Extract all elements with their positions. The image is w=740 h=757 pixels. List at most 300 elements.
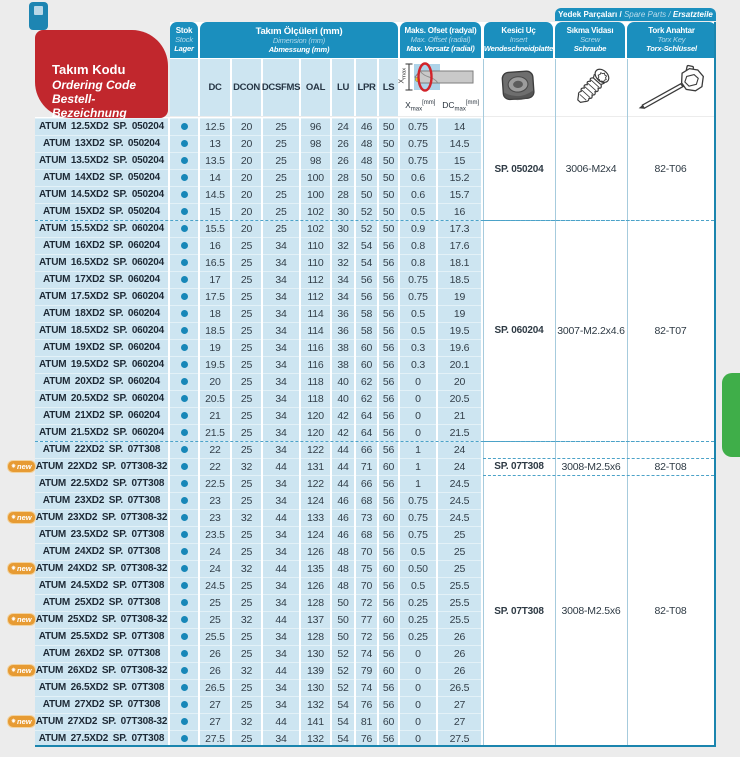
lpr-cell: 70: [356, 577, 377, 594]
dcmax-cell: 25.5: [438, 594, 481, 611]
ls-cell: 60: [379, 611, 398, 628]
oal-cell: 96: [301, 118, 330, 135]
lpr-cell: 70: [356, 543, 377, 560]
ls-cell: 56: [379, 679, 398, 696]
stock-indicator-cell: [170, 424, 198, 441]
stock-indicator-cell: [170, 220, 198, 237]
dcmax-cell: 19.6: [438, 339, 481, 356]
stock-dot-icon: [181, 531, 188, 538]
dcsfms-cell: 25: [263, 186, 299, 203]
dcon-cell: 20: [232, 152, 261, 169]
section-tab[interactable]: [722, 373, 740, 457]
dcmax-cell: 24: [438, 441, 481, 458]
lu-cell: 54: [332, 730, 354, 747]
ordering-code-cell: ATUM 23.5XD2 SP. 07T308: [35, 526, 168, 543]
dcmax-cell: 26: [438, 645, 481, 662]
lpr-cell: 75: [356, 560, 377, 577]
lpr-cell: 64: [356, 407, 377, 424]
xmax-cell: 0.75: [400, 152, 436, 169]
stock-dot-icon: [181, 259, 188, 266]
dcon-cell: 20: [232, 220, 261, 237]
oal-cell: 128: [301, 594, 330, 611]
ordering-code-header: [35, 30, 168, 118]
spare-parts-band: [483, 441, 714, 458]
ordering-code-cell: ATUM 24XD2 SP. 07T308: [35, 543, 168, 560]
screw-code: [555, 441, 627, 458]
oal-cell: 120: [301, 407, 330, 424]
dc-cell: 23: [200, 492, 230, 509]
dcsfms-cell: 44: [263, 662, 299, 679]
lu-cell: 46: [332, 526, 354, 543]
dcsfms-cell: 25: [263, 169, 299, 186]
dcon-cell: 20: [232, 135, 261, 152]
dcmax-cell: 19: [438, 305, 481, 322]
dc-cell: 20: [200, 373, 230, 390]
stock-indicator-cell: [170, 509, 198, 526]
stock-dot-icon: [181, 327, 188, 334]
ls-cell: 56: [379, 356, 398, 373]
lpr-cell: 48: [356, 152, 377, 169]
ordering-code-cell: ATUM 19.5XD2 SP. 060204: [35, 356, 168, 373]
clamping-screw-cell: [556, 59, 625, 116]
xmax-cell: 0.3: [400, 339, 436, 356]
torx-column-header: Tork Anahtar Torx Key Torx-Schlüssel: [627, 22, 716, 58]
dcon-cell: 25: [232, 271, 261, 288]
lu-cell: 50: [332, 628, 354, 645]
ordering-code-cell: ✷ new ATUM 23XD2 SP. 07T308-32: [35, 509, 168, 526]
ls-cell: 56: [379, 526, 398, 543]
dcsfms-cell: 34: [263, 594, 299, 611]
offset-column-header: Maks. Ofset (radyal) Max. Offset (radial) Max. Versatz (radial): [400, 22, 481, 58]
dcsfms-cell: 34: [263, 237, 299, 254]
dcmax-cell: 17.6: [438, 237, 481, 254]
dcsfms-cell: 34: [263, 577, 299, 594]
ls-cell: 60: [379, 662, 398, 679]
lpr-cell: 71: [356, 458, 377, 475]
oal-cell: 100: [301, 169, 330, 186]
lu-cell: 32: [332, 237, 354, 254]
xmax-cell: 0.75: [400, 135, 436, 152]
ordering-code-cell: ATUM 22.5XD2 SP. 07T308: [35, 475, 168, 492]
lpr-cell: 62: [356, 390, 377, 407]
ordering-code-cell: ATUM 16.5XD2 SP. 060204: [35, 254, 168, 271]
oal-cell: 132: [301, 696, 330, 713]
lpr-cell: 81: [356, 713, 377, 730]
ls-cell: 56: [379, 288, 398, 305]
dcmax-cell: 27.5: [438, 730, 481, 747]
ordering-code-cell: ATUM 18.5XD2 SP. 060204: [35, 322, 168, 339]
stock-dot-icon: [181, 599, 188, 606]
ordering-code-cell: ATUM 22XD2 SP. 07T308: [35, 441, 168, 458]
dcmax-cell: 26: [438, 662, 481, 679]
lu-cell: 32: [332, 254, 354, 271]
dc-cell: 13.5: [200, 152, 230, 169]
screw-code: 3008-M2.5x6: [561, 605, 621, 617]
stock-subheader-cell: [170, 59, 198, 116]
lpr-cell: 48: [356, 135, 377, 152]
ls-cell: 50: [379, 220, 398, 237]
lpr-cell: 60: [356, 356, 377, 373]
dcmax-cell: 15.7: [438, 186, 481, 203]
ordering-code-cell: ✷ new ATUM 25XD2 SP. 07T308-32: [35, 611, 168, 628]
dcmax-cell: 16: [438, 203, 481, 220]
dcsfms-cell: 34: [263, 288, 299, 305]
dcsfms-cell: 25: [263, 203, 299, 220]
dcmax-cell: 17.3: [438, 220, 481, 237]
dcmax-cell: 18.1: [438, 254, 481, 271]
dc-cell: 27: [200, 696, 230, 713]
dc-cell: 15.5: [200, 220, 230, 237]
new-badge: ✷ new: [7, 664, 36, 677]
stock-indicator-cell: [170, 526, 198, 543]
torx-key-code: [627, 441, 714, 458]
dc-cell: 22: [200, 458, 230, 475]
dcsfms-cell: 34: [263, 628, 299, 645]
stock-dot-icon: [181, 548, 188, 555]
lpr-cell: 66: [356, 475, 377, 492]
dcon-cell: 25: [232, 730, 261, 747]
stock-dot-icon: [181, 174, 188, 181]
ordering-code-cell: ✷ new ATUM 27XD2 SP. 07T308-32: [35, 713, 168, 730]
dc-cell: 27: [200, 713, 230, 730]
xmax-cell: 0: [400, 679, 436, 696]
stock-dot-icon: [181, 225, 188, 232]
stock-indicator-cell: [170, 339, 198, 356]
lpr-cell: 72: [356, 594, 377, 611]
dcmax-cell: 20.1: [438, 356, 481, 373]
bookmark-inner-square: [34, 6, 43, 15]
dcmax-cell: 25.5: [438, 577, 481, 594]
ls-cell: 50: [379, 152, 398, 169]
xmax-cell: 0.75: [400, 492, 436, 509]
oal-cell: 135: [301, 560, 330, 577]
dc-cell: 22.5: [200, 475, 230, 492]
torx-key-code: 82-T08: [654, 460, 687, 473]
stock-dot-icon: [181, 395, 188, 402]
stock-indicator-cell: [170, 713, 198, 730]
lpr-cell: 58: [356, 305, 377, 322]
oal-cell: 116: [301, 339, 330, 356]
lu-cell: 42: [332, 407, 354, 424]
stock-dot-icon: [181, 480, 188, 487]
insert-photo-cell: [484, 59, 553, 116]
dcon-cell: 25: [232, 475, 261, 492]
xmax-cell: 0: [400, 730, 436, 747]
oal-cell: 120: [301, 424, 330, 441]
spare-parts-band: [483, 118, 714, 220]
lu-cell: 34: [332, 288, 354, 305]
dcsfms-cell: 44: [263, 560, 299, 577]
lpr-cell: 79: [356, 662, 377, 679]
dcsfms-cell: 34: [263, 645, 299, 662]
stock-indicator-cell: [170, 679, 198, 696]
lpr-cell: 56: [356, 288, 377, 305]
spare-parts-banner-tr: Yedek Parçaları /: [558, 10, 624, 19]
ordering-code-title-tr: Takım Kodu: [52, 62, 126, 77]
dcon-cell: 25: [232, 424, 261, 441]
stock-dot-icon: [181, 123, 188, 130]
stock-dot-icon: [181, 310, 188, 317]
ordering-code-cell: ATUM 24.5XD2 SP. 07T308: [35, 577, 168, 594]
stock-dot-icon: [181, 276, 188, 283]
ls-cell: 50: [379, 135, 398, 152]
lpr-cell: 68: [356, 492, 377, 509]
lpr-cell: 54: [356, 237, 377, 254]
ordering-code-cell: ATUM 27.5XD2 SP. 07T308: [35, 730, 168, 747]
lpr-cell: 62: [356, 373, 377, 390]
column-label-xmax: $X_{max}[mm]$: [405, 100, 436, 113]
ordering-code-cell: ATUM 20.5XD2 SP. 060204: [35, 390, 168, 407]
lpr-cell: 56: [356, 271, 377, 288]
xmax-cell: 0.5: [400, 305, 436, 322]
dcon-cell: 25: [232, 237, 261, 254]
stock-indicator-cell: [170, 271, 198, 288]
stock-indicator-cell: [170, 390, 198, 407]
xmax-cell: 0.75: [400, 526, 436, 543]
dc-cell: 27.5: [200, 730, 230, 747]
dc-cell: 26: [200, 662, 230, 679]
insert-code: SP. 060204: [494, 325, 544, 336]
stock-indicator-cell: [170, 407, 198, 424]
oal-cell: 110: [301, 254, 330, 271]
ordering-code-cell: ATUM 17.5XD2 SP. 060204: [35, 288, 168, 305]
offset-diagram-cell: [400, 59, 481, 116]
lpr-cell: 72: [356, 628, 377, 645]
dc-cell: 16.5: [200, 254, 230, 271]
dcsfms-cell: 25: [263, 220, 299, 237]
dcmax-cell: 27: [438, 713, 481, 730]
ordering-code-cell: ATUM 26XD2 SP. 07T308: [35, 645, 168, 662]
ls-cell: 56: [379, 730, 398, 747]
oal-cell: 98: [301, 152, 330, 169]
oal-cell: 141: [301, 713, 330, 730]
dcsfms-cell: 44: [263, 713, 299, 730]
ls-cell: 56: [379, 305, 398, 322]
insert-code: [483, 441, 555, 458]
oal-cell: 128: [301, 628, 330, 645]
insert-photo: [492, 67, 546, 109]
lu-cell: 40: [332, 390, 354, 407]
stock-dot-icon: [181, 429, 188, 436]
column-label-dcsfms: DCSFMS: [263, 59, 299, 116]
dcon-cell: 32: [232, 662, 261, 679]
ls-cell: 56: [379, 424, 398, 441]
lpr-cell: 52: [356, 220, 377, 237]
dcsfms-cell: 34: [263, 679, 299, 696]
xmax-cell: 0.75: [400, 118, 436, 135]
dcsfms-cell: 44: [263, 458, 299, 475]
insert-code: SP. 07T308: [494, 605, 544, 617]
xmax-cell: 0.50: [400, 560, 436, 577]
new-badge-star-icon: ✷: [11, 566, 17, 572]
lu-cell: 44: [332, 441, 354, 458]
ordering-code-cell: ATUM 25.5XD2 SP. 07T308: [35, 628, 168, 645]
lu-cell: 44: [332, 458, 354, 475]
dc-cell: 14.5: [200, 186, 230, 203]
dc-cell: 21.5: [200, 424, 230, 441]
dc-cell: 19: [200, 339, 230, 356]
ordering-code-cell: ATUM 21XD2 SP. 060204: [35, 407, 168, 424]
bookmark-icon[interactable]: [29, 2, 48, 30]
lu-cell: 50: [332, 594, 354, 611]
dcsfms-cell: 34: [263, 322, 299, 339]
xmax-cell: 0: [400, 645, 436, 662]
ls-cell: 50: [379, 186, 398, 203]
oal-cell: 122: [301, 441, 330, 458]
ls-cell: 60: [379, 713, 398, 730]
lu-cell: 54: [332, 696, 354, 713]
lu-cell: 34: [332, 271, 354, 288]
stock-indicator-cell: [170, 288, 198, 305]
dc-cell: 23.5: [200, 526, 230, 543]
ordering-code-cell: ATUM 19XD2 SP. 060204: [35, 339, 168, 356]
ordering-code-cell: ATUM 16XD2 SP. 060204: [35, 237, 168, 254]
lpr-cell: 77: [356, 611, 377, 628]
lu-cell: 52: [332, 679, 354, 696]
oal-cell: 118: [301, 373, 330, 390]
stock-dot-icon: [181, 650, 188, 657]
dc-cell: 20.5: [200, 390, 230, 407]
dc-cell: 21: [200, 407, 230, 424]
stock-dot-icon: [181, 412, 188, 419]
dcmax-cell: 14: [438, 118, 481, 135]
lu-cell: 28: [332, 186, 354, 203]
ls-cell: 56: [379, 543, 398, 560]
dcon-cell: 25: [232, 526, 261, 543]
lu-cell: 54: [332, 713, 354, 730]
stock-indicator-cell: [170, 611, 198, 628]
dcsfms-cell: 34: [263, 475, 299, 492]
ls-cell: 56: [379, 322, 398, 339]
dcon-cell: 25: [232, 543, 261, 560]
dcon-cell: 32: [232, 611, 261, 628]
xmax-cell: 0.75: [400, 509, 436, 526]
stock-dot-icon: [181, 565, 188, 572]
column-label-ls: LS: [379, 59, 398, 116]
dcmax-cell: 24.5: [438, 509, 481, 526]
screw-code: 3006-M2x4: [565, 163, 617, 175]
ls-cell: 56: [379, 441, 398, 458]
stock-dot-icon: [181, 616, 188, 623]
ls-cell: 56: [379, 390, 398, 407]
stock-indicator-cell: [170, 577, 198, 594]
lpr-cell: 60: [356, 339, 377, 356]
dc-cell: 26.5: [200, 679, 230, 696]
oal-cell: 100: [301, 186, 330, 203]
stock-indicator-cell: [170, 237, 198, 254]
lu-cell: 30: [332, 203, 354, 220]
lpr-cell: 58: [356, 322, 377, 339]
ls-cell: 56: [379, 628, 398, 645]
stock-indicator-cell: [170, 645, 198, 662]
stock-dot-icon: [181, 684, 188, 691]
insert-code: SP. 050204: [494, 163, 544, 175]
stock-dot-icon: [181, 667, 188, 674]
column-label-dc: DC: [200, 59, 230, 116]
dcon-cell: 25: [232, 356, 261, 373]
stock-dot-icon: [181, 633, 188, 640]
lpr-cell: 73: [356, 509, 377, 526]
dcsfms-cell: 34: [263, 441, 299, 458]
oal-cell: 98: [301, 135, 330, 152]
dcsfms-cell: 34: [263, 305, 299, 322]
ordering-code-cell: ATUM 26.5XD2 SP. 07T308: [35, 679, 168, 696]
dcmax-cell: 26: [438, 628, 481, 645]
oal-cell: 110: [301, 237, 330, 254]
ordering-code-cell: ATUM 13XD2 SP. 050204: [35, 135, 168, 152]
spare-parts-band: [483, 475, 714, 747]
dc-cell: 23: [200, 509, 230, 526]
drill-offset-diagram: [401, 59, 480, 101]
lu-cell: 48: [332, 577, 354, 594]
dcmax-cell: 20.5: [438, 390, 481, 407]
lu-cell: 30: [332, 220, 354, 237]
dcmax-cell: 25: [438, 560, 481, 577]
oal-cell: 124: [301, 526, 330, 543]
ordering-code-cell: ATUM 14XD2 SP. 050204: [35, 169, 168, 186]
torx-key-icon: [631, 64, 711, 112]
xmax-cell: 0.25: [400, 611, 436, 628]
offset-sublabels: [400, 100, 481, 113]
stock-dot-icon: [181, 344, 188, 351]
oal-cell: 124: [301, 492, 330, 509]
xmax-cell: 0: [400, 696, 436, 713]
dcsfms-cell: 34: [263, 730, 299, 747]
new-badge-star-icon: ✷: [11, 668, 17, 674]
lu-cell: 40: [332, 373, 354, 390]
lu-cell: 48: [332, 543, 354, 560]
oal-cell: 130: [301, 645, 330, 662]
dcmax-cell: 21.5: [438, 424, 481, 441]
ls-cell: 60: [379, 509, 398, 526]
ls-cell: 50: [379, 169, 398, 186]
stock-indicator-cell: [170, 458, 198, 475]
dcsfms-cell: 25: [263, 135, 299, 152]
ordering-code-cell: ATUM 13.5XD2 SP. 050204: [35, 152, 168, 169]
oal-cell: 122: [301, 475, 330, 492]
dcon-cell: 25: [232, 254, 261, 271]
stock-dot-icon: [181, 463, 188, 470]
xmax-cell: 0: [400, 424, 436, 441]
ordering-code-cell: ATUM 23XD2 SP. 07T308: [35, 492, 168, 509]
oal-cell: 116: [301, 356, 330, 373]
stock-indicator-cell: [170, 475, 198, 492]
stock-dot-icon: [181, 735, 188, 742]
dcsfms-cell: 34: [263, 696, 299, 713]
xmax-cell: 1: [400, 441, 436, 458]
xmax-cell: 0.25: [400, 594, 436, 611]
ls-cell: 56: [379, 696, 398, 713]
lu-cell: 42: [332, 424, 354, 441]
lu-cell: 36: [332, 322, 354, 339]
column-label-dcmax: $DC_{max}[mm]$: [442, 100, 480, 113]
dc-cell: 25: [200, 611, 230, 628]
lu-cell: 38: [332, 356, 354, 373]
stock-dot-icon: [181, 582, 188, 589]
ls-cell: 60: [379, 560, 398, 577]
xmax-cell: 0.9: [400, 220, 436, 237]
lu-cell: 46: [332, 492, 354, 509]
new-badge-star-icon: ✷: [11, 464, 17, 470]
new-badge-star-icon: ✷: [11, 617, 17, 623]
oal-cell: 102: [301, 220, 330, 237]
dcsfms-cell: 25: [263, 118, 299, 135]
torx-key-code: 82-T08: [654, 605, 687, 617]
lu-cell: 28: [332, 169, 354, 186]
dcon-cell: 25: [232, 373, 261, 390]
dcon-cell: 20: [232, 169, 261, 186]
torx-key-cell: [628, 59, 714, 116]
